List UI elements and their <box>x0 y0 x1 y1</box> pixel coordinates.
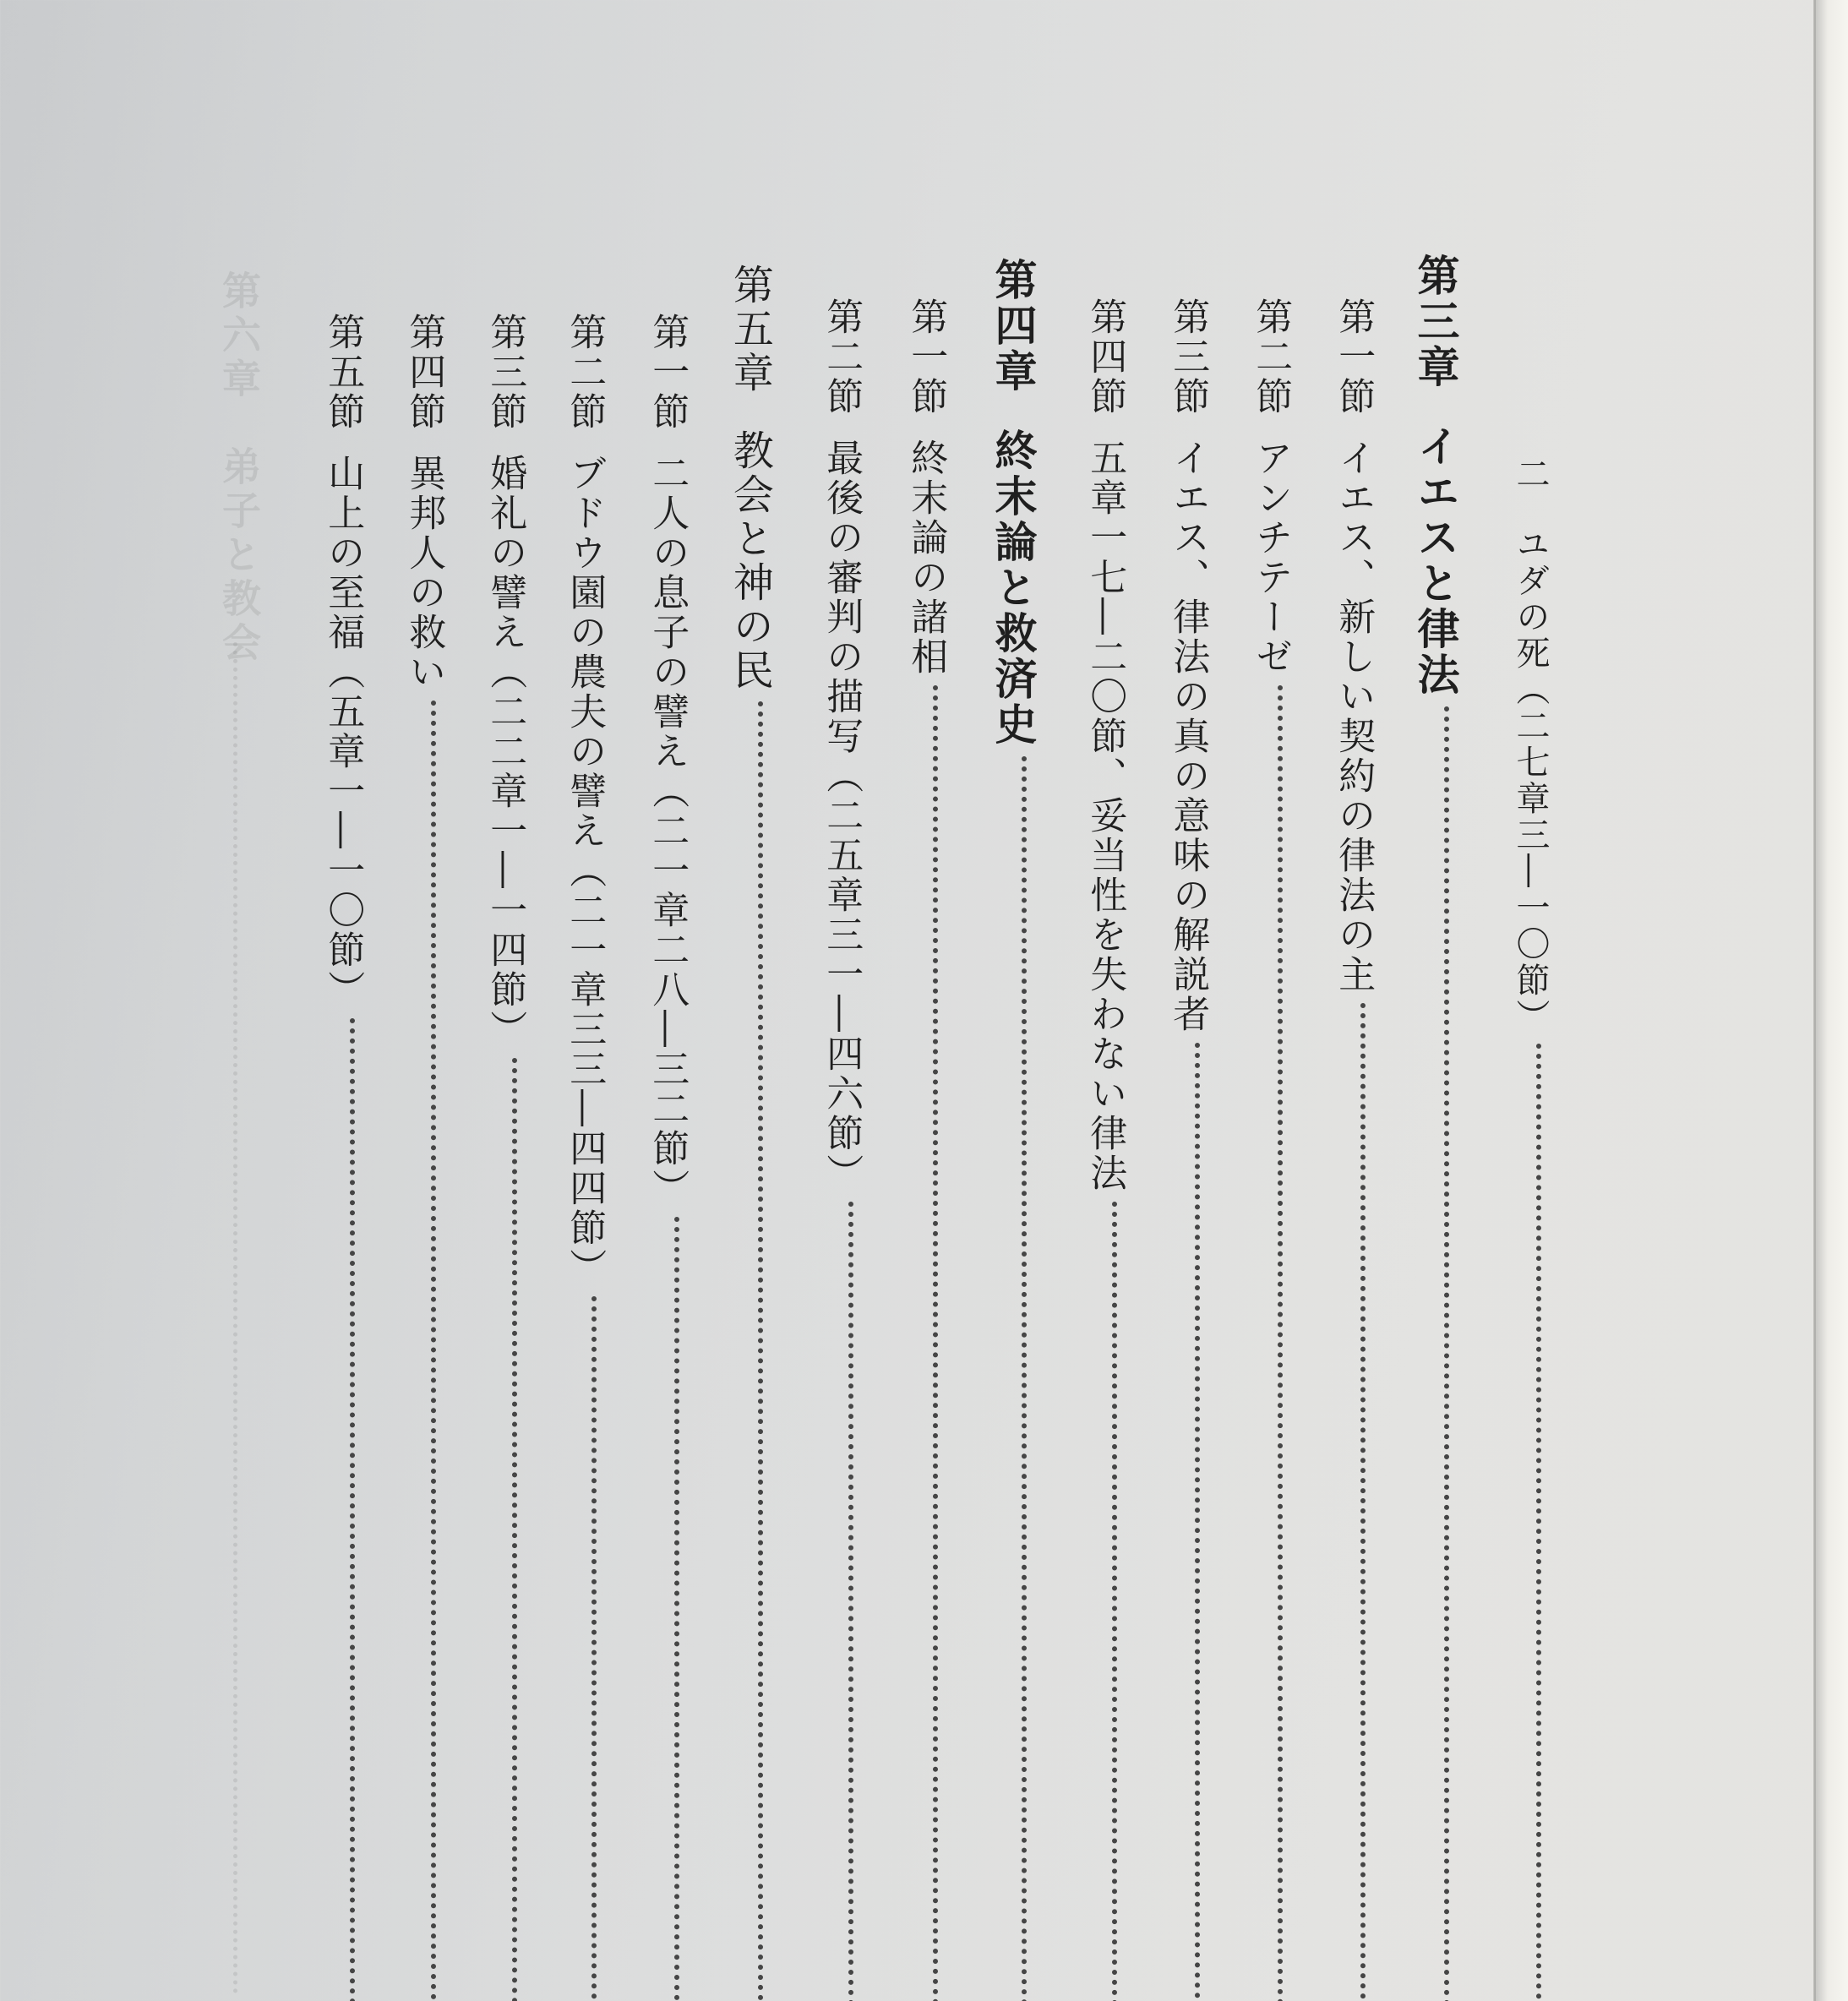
toc-section-3-4 <box>1083 0 1127 2001</box>
dot-leader <box>1536 1044 1541 2001</box>
dot-leader <box>1360 1003 1366 2001</box>
toc-section-4-1 <box>904 0 948 2001</box>
toc-section-3-3 <box>1166 0 1210 2001</box>
dot-leader <box>1278 685 1283 2001</box>
section-number: 第一節 <box>1332 297 1376 417</box>
toc-entry-yuda-death <box>1513 0 1548 2001</box>
section-title: アンチテーゼ <box>1249 439 1293 677</box>
section-number: 第一節 <box>646 313 690 432</box>
section-title: 二人の息子の譬え <box>646 454 690 772</box>
section-number: 第四節 <box>1083 297 1127 417</box>
entry-title: ユダの死 <box>1511 526 1550 672</box>
section-number: 第四節 <box>402 313 446 432</box>
section-title: イエス、律法の真の意味の解説者 <box>1166 439 1210 1034</box>
section-number: 第二節 <box>563 313 607 432</box>
toc-section-5-2 <box>563 0 607 2001</box>
dot-leader <box>758 701 763 2001</box>
toc-chapter-3 <box>1410 0 1461 2001</box>
section-number: 第五節 <box>321 313 365 432</box>
section-title: イエス、新しい契約の律法の主 <box>1332 439 1376 995</box>
page-spine-shadow <box>1814 0 1848 2001</box>
chapter-number: 第五章 <box>726 264 774 395</box>
dot-leader <box>848 1202 853 2001</box>
toc-section-5-5 <box>321 0 365 2001</box>
section-reference: （二一章二八―三二節） <box>646 772 690 1208</box>
entry-number: 二 <box>1511 456 1550 493</box>
dot-leader <box>1112 1202 1117 2001</box>
toc-section-5-4 <box>402 0 446 2001</box>
section-title: 異邦人の救い <box>402 454 446 692</box>
section-number: 第二節 <box>820 297 864 417</box>
faded-chapter-6-heading: 第六章 弟子と教会 <box>216 270 262 666</box>
dot-leader <box>1195 1043 1200 2001</box>
chapter-title: 終末論と救済史 <box>988 428 1038 748</box>
page-spine-line <box>1813 0 1816 2001</box>
dot-leader <box>1444 706 1449 2001</box>
chapter-number: 第四章 <box>988 258 1038 395</box>
dot-leader <box>512 1058 517 2001</box>
section-reference: （二一章三三―四四節） <box>563 851 607 1288</box>
section-reference: （二五章三一―四六節） <box>820 756 864 1193</box>
entry-reference: （二七章三―一〇節） <box>1511 672 1550 1035</box>
section-number: 第三節 <box>483 313 527 432</box>
toc-section-5-3 <box>483 0 527 2001</box>
section-title: 最後の審判の描写 <box>820 439 864 756</box>
dot-leader <box>350 1018 355 2001</box>
toc-chapter-5 <box>726 0 774 2001</box>
section-number: 第三節 <box>1166 297 1210 417</box>
section-title: 婚礼の譬え <box>483 454 527 652</box>
section-title: 五章一七―二〇節、妥当性を失わない律法 <box>1083 439 1127 1193</box>
section-title: 山上の至福 <box>321 454 365 652</box>
faded-dot-leader <box>230 642 237 1994</box>
toc-section-3-2 <box>1249 0 1293 2001</box>
dot-leader <box>674 1217 679 2001</box>
chapter-title: イエスと律法 <box>1410 424 1461 698</box>
section-reference: （二二章一―一四節） <box>483 652 527 1050</box>
dot-leader <box>591 1296 597 2001</box>
section-title: ブドウ園の農夫の譬え <box>563 454 607 851</box>
dot-leader <box>431 701 436 2001</box>
toc-section-5-1 <box>646 0 690 2001</box>
section-number: 第一節 <box>904 297 948 417</box>
chapter-title: 教会と神の民 <box>726 429 774 693</box>
section-reference: （五章一―一〇節） <box>321 652 365 1010</box>
chapter-number: 第三章 <box>1410 254 1461 390</box>
section-title: 終末論の諸相 <box>904 439 948 677</box>
section-number: 第二節 <box>1249 297 1293 417</box>
toc-section-4-2 <box>820 0 864 2001</box>
toc-section-3-1 <box>1332 0 1376 2001</box>
dot-leader <box>933 685 938 2001</box>
dot-leader <box>1022 756 1027 2001</box>
toc-chapter-4 <box>988 0 1038 2001</box>
